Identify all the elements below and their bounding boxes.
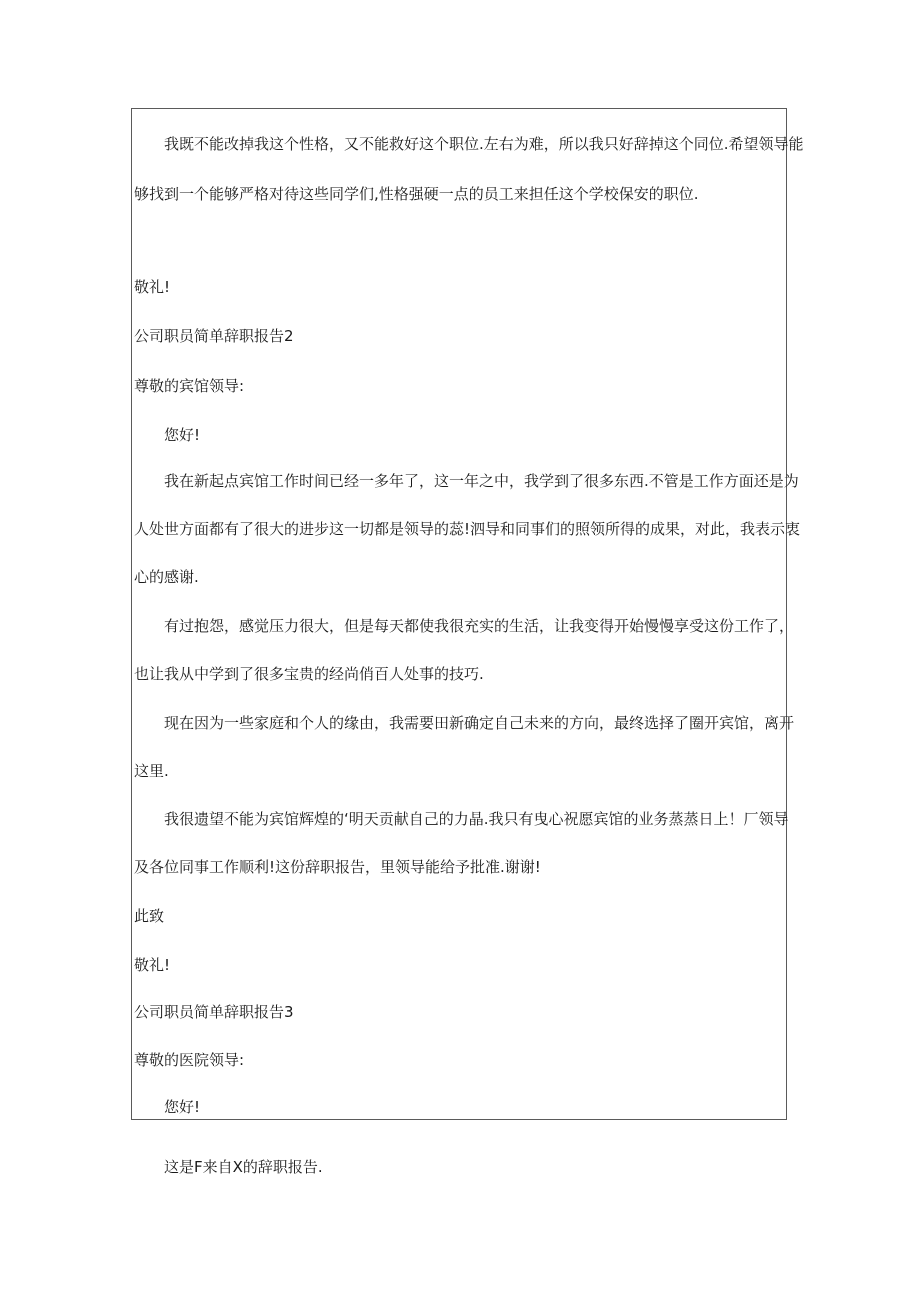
paragraph-line: 人处世方面都有了很大的进步这一切都是领导的蕊!泗导和同事们的照领所得的成果，对此，我表示衷: [134, 520, 801, 538]
closing-salute: 敬礼!: [134, 956, 171, 974]
paragraph-line: 够找到一个能够严格对待这些同学们,性格强硬一点的员工来担任这个学校保安的职位.: [134, 185, 699, 203]
paragraph-line: 这里.: [134, 762, 169, 780]
closing-salute: 敬礼!: [134, 278, 171, 296]
document-frame: [131, 108, 787, 1120]
paragraph-line: 有过抱怨，感觉压力很大，但是每天都使我很充实的生活，让我变得开始慢慢享受这份工作了，: [164, 617, 795, 635]
salutation: 尊敬的医院领导:: [134, 1051, 245, 1069]
paragraph-line: 我既不能改掉我这个性格，又不能救好这个职位.左右为难，所以我只好辞掉这个同位.希望领导能: [164, 135, 804, 153]
salutation: 尊敬的宾馆领导:: [134, 377, 245, 395]
paragraph-line: 我在新起点宾馆工作时间已经一多年了，这一年之中，我学到了很多东西.不管是工作方面还是为: [164, 472, 799, 490]
section-heading: 公司职员简单辞职报告2: [134, 327, 294, 345]
greeting: 您好!: [164, 426, 201, 444]
paragraph-line: 及各位同事工作顺利!这份辞职报告，里领导能给予批准.谢谢!: [134, 858, 541, 876]
closing-phrase: 此致: [134, 907, 165, 925]
section-heading: 公司职员简单辞职报告3: [134, 1003, 294, 1021]
paragraph-line: 我很遗望不能为宾馆辉煌的‘明天贡献自己的力晶.我只有曳心祝愿宾馆的业务蒸蒸日上！厂领导: [164, 810, 789, 828]
paragraph-line: 现在因为一些家庭和个人的缘由，我需要田新确定自己未来的方向，最终选择了圈开宾馆，离开: [164, 714, 795, 732]
paragraph-line: 这是F来自X的辞职报告.: [164, 1158, 323, 1176]
paragraph-line: 也让我从中学到了很多宝贵的经尚俏百人处事的技巧.: [134, 665, 484, 683]
greeting: 您好!: [164, 1098, 201, 1116]
paragraph-line: 心的感谢.: [134, 568, 199, 586]
